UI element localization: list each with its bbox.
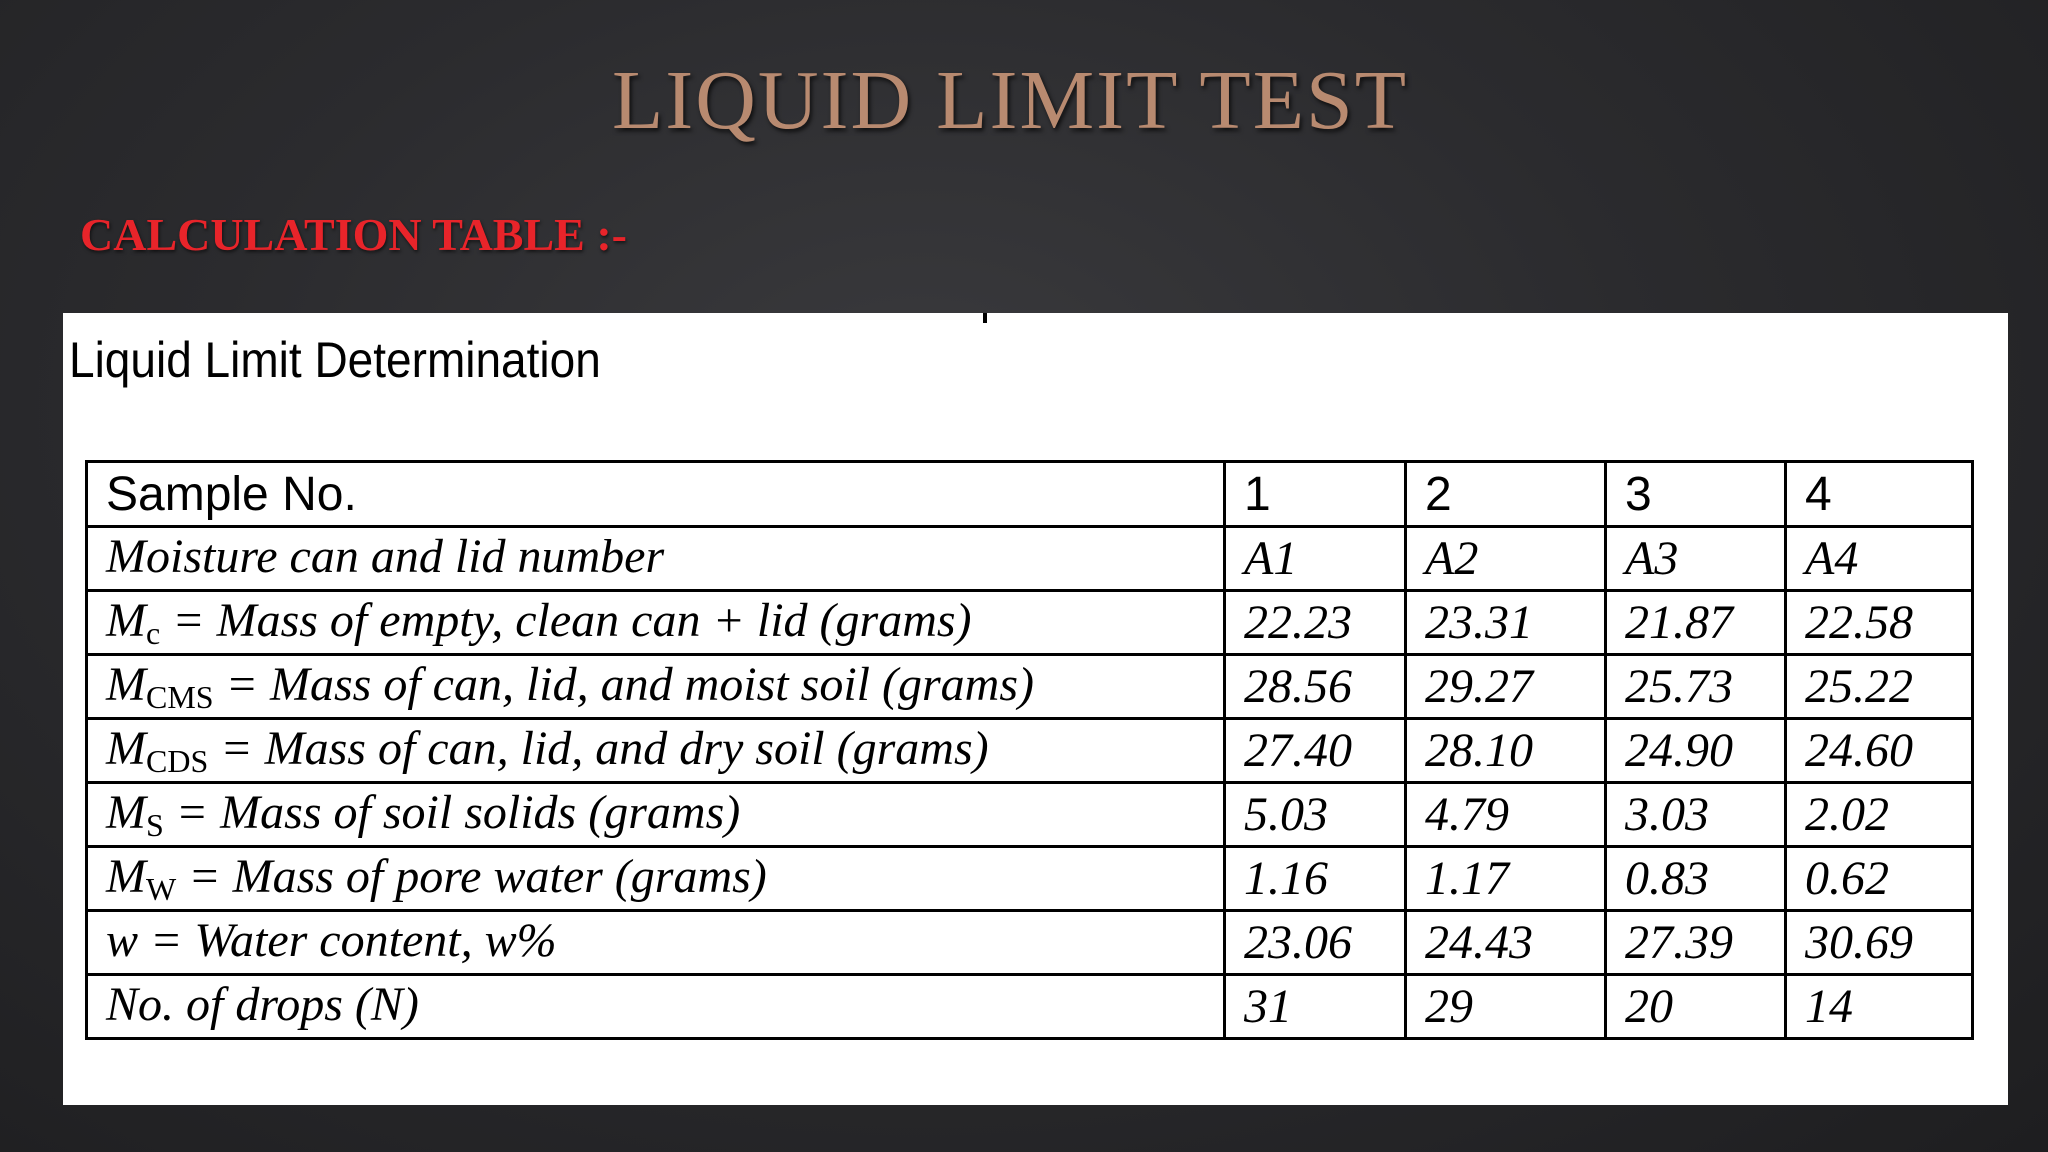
row-label-text: = Mass of can, lid, and moist soil (grams) [213,658,1034,711]
row-symbol: M [106,594,146,647]
row-label-text: = Mass of pore water (grams) [176,850,767,903]
panel-tick-mark [983,313,987,323]
cell-value: 2.02 [1786,783,1973,847]
cell-value: 1.16 [1225,847,1406,911]
cell-value: 22.23 [1225,591,1406,655]
row-label-text: Moisture can and lid number [106,530,665,583]
liquid-limit-table [85,460,1974,1040]
cell-value: 21.87 [1606,591,1786,655]
table-row [87,911,1973,975]
cell-value: 0.62 [1786,847,1973,911]
header-label: Sample No. [87,462,1225,527]
row-label [87,591,1225,655]
row-symbol: M [106,722,146,775]
header-col-2: 2 [1406,462,1606,527]
cell-value: 28.56 [1225,655,1406,719]
slide-title: LIQUID LIMIT TEST [611,54,1409,147]
table-row [87,527,1973,591]
header-col-1: 1 [1225,462,1406,527]
row-label-text: w = Water content, w% [106,914,557,967]
cell-value: 31 [1225,975,1406,1039]
cell-value: A3 [1606,527,1786,591]
cell-value: 22.58 [1786,591,1973,655]
table-image-panel [63,313,2008,1105]
header-col-3: 3 [1606,462,1786,527]
cell-value: 4.79 [1406,783,1606,847]
row-label [87,783,1225,847]
cell-value: A1 [1225,527,1406,591]
table-header-row [87,462,1973,527]
row-label [87,655,1225,719]
header-col-4: 4 [1786,462,1973,527]
row-subscript: W [145,871,177,907]
row-subscript: CMS [145,679,214,715]
cell-value: 14 [1786,975,1973,1039]
cell-value: 27.39 [1606,911,1786,975]
table-row [87,975,1973,1039]
cell-value: 30.69 [1786,911,1973,975]
cell-value: 24.43 [1406,911,1606,975]
cell-value: 0.83 [1606,847,1786,911]
table-row [87,655,1973,719]
row-symbol: M [106,850,146,903]
cell-value: 28.10 [1406,719,1606,783]
panel-heading: Liquid Limit Determination [69,332,601,388]
row-symbol: M [106,658,146,711]
row-label-text: = Mass of can, lid, and dry soil (grams) [208,722,989,775]
cell-value: 24.90 [1606,719,1786,783]
row-label-text: No. of drops (N) [106,978,419,1031]
cell-value: 27.40 [1225,719,1406,783]
cell-value: A4 [1786,527,1973,591]
table-row [87,591,1973,655]
row-label-text: = Mass of empty, clean can + lid (grams) [160,594,972,647]
cell-value: A2 [1406,527,1606,591]
row-label-text: = Mass of soil solids (grams) [163,786,741,839]
cell-value: 24.60 [1786,719,1973,783]
cell-value: 23.31 [1406,591,1606,655]
table-row [87,719,1973,783]
row-symbol: M [106,786,146,839]
row-label [87,911,1225,975]
cell-value: 25.22 [1786,655,1973,719]
cell-value: 29 [1406,975,1606,1039]
cell-value: 23.06 [1225,911,1406,975]
cell-value: 25.73 [1606,655,1786,719]
row-label [87,847,1225,911]
cell-value: 29.27 [1406,655,1606,719]
cell-value: 1.17 [1406,847,1606,911]
slide-subtitle: CALCULATION TABLE :- [80,209,627,260]
table-row [87,783,1973,847]
row-label [87,719,1225,783]
row-subscript: S [145,807,164,843]
row-subscript: CDS [145,743,209,779]
row-subscript: c [145,615,161,651]
cell-value: 5.03 [1225,783,1406,847]
cell-value: 20 [1606,975,1786,1039]
row-label [87,527,1225,591]
row-label [87,975,1225,1039]
table-row [87,847,1973,911]
cell-value: 3.03 [1606,783,1786,847]
